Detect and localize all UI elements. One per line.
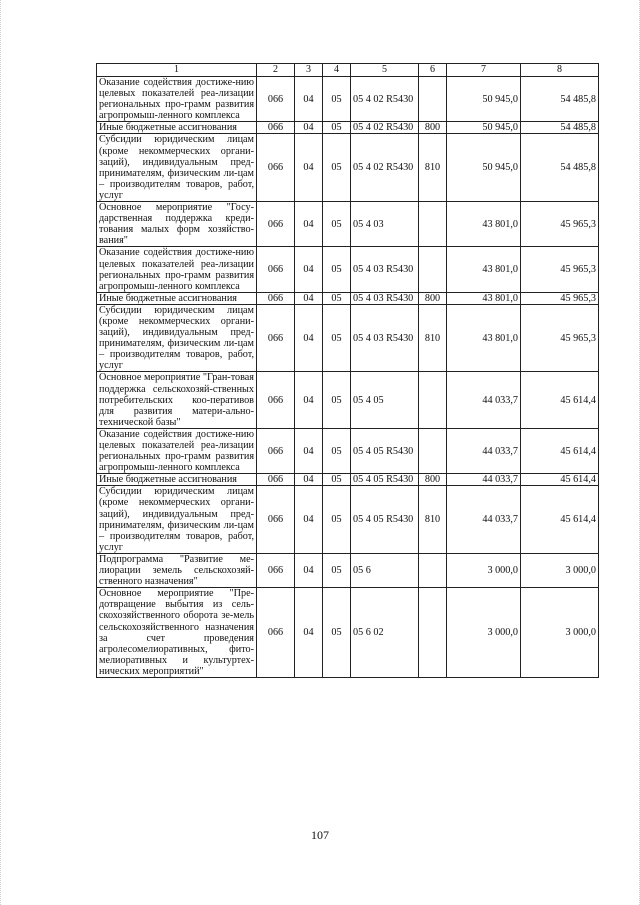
section-code-cell: 04: [295, 247, 323, 292]
ministry-code-cell: 066: [257, 292, 295, 304]
column-header-5: 5: [351, 64, 419, 77]
ministry-code-cell: 066: [257, 486, 295, 554]
amount-year2-cell: 54 485,8: [521, 77, 599, 122]
row-name-cell: Подпрограмма "Развитие ме-лиорации земель сельскохозяй-ственного назначения": [97, 553, 257, 587]
subsection-code-cell: 05: [323, 77, 351, 122]
table-row: [97, 122, 599, 134]
amount-year2-cell: 45 614,4: [521, 474, 599, 486]
amount-year2-cell: 3 000,0: [521, 588, 599, 678]
column-header-8: 8: [521, 64, 599, 77]
section-code-cell: 04: [295, 202, 323, 247]
ministry-code-cell: 066: [257, 122, 295, 134]
expense-type-cell: [419, 77, 447, 122]
ministry-code-cell: 066: [257, 134, 295, 202]
table-row: [97, 77, 599, 122]
row-name-cell: Иные бюджетные ассигнования: [97, 474, 257, 486]
section-code-cell: 04: [295, 77, 323, 122]
page-number: 107: [311, 828, 329, 842]
amount-year1-cell: 50 945,0: [447, 77, 521, 122]
amount-year1-cell: 43 801,0: [447, 292, 521, 304]
column-header-2: 2: [257, 64, 295, 77]
amount-year1-cell: 43 801,0: [447, 247, 521, 292]
expense-type-cell: 810: [419, 304, 447, 372]
section-code-cell: 04: [295, 134, 323, 202]
subsection-code-cell: 05: [323, 122, 351, 134]
row-name-cell: Основное мероприятие "Пре-дотвращение выбытия из сель-скохозяйственного оборота зе-мель сельскохозяйственного назначения за счет проведения агролесомелиоративных, фито-мелиоративных и культуртех-нических мероприятий": [97, 588, 257, 678]
amount-year2-cell: 3 000,0: [521, 553, 599, 587]
expense-type-cell: 810: [419, 486, 447, 554]
expense-type-cell: [419, 372, 447, 428]
expense-type-cell: [419, 247, 447, 292]
amount-year2-cell: 54 485,8: [521, 134, 599, 202]
target-article-cell: 05 4 05 R5430: [351, 486, 419, 554]
section-code-cell: 04: [295, 292, 323, 304]
target-article-cell: 05 4 03 R5430: [351, 292, 419, 304]
ministry-code-cell: 066: [257, 304, 295, 372]
column-header-3: 3: [295, 64, 323, 77]
table-row: [97, 428, 599, 473]
section-code-cell: 04: [295, 372, 323, 428]
amount-year2-cell: 45 614,4: [521, 486, 599, 554]
row-name-cell: Субсидии юридическим лицам (кроме некоммерческих органи-заций), индивидуальным пред-принимателям, физическим ли-цам – производителям товаров, работ, услуг: [97, 134, 257, 202]
row-name-cell: Оказание содействия достиже-нию целевых показателей реа-лизации региональных про-грамм развития агропромыш-ленного комплекса: [97, 428, 257, 473]
section-code-cell: 04: [295, 486, 323, 554]
budget-table: [96, 63, 599, 678]
subsection-code-cell: 05: [323, 486, 351, 554]
target-article-cell: 05 4 03: [351, 202, 419, 247]
expense-type-cell: [419, 553, 447, 587]
subsection-code-cell: 05: [323, 202, 351, 247]
target-article-cell: 05 4 05 R5430: [351, 474, 419, 486]
amount-year1-cell: 3 000,0: [447, 588, 521, 678]
amount-year1-cell: 44 033,7: [447, 372, 521, 428]
expense-type-cell: [419, 588, 447, 678]
table-row: [97, 292, 599, 304]
amount-year1-cell: 44 033,7: [447, 474, 521, 486]
table-header-row: [97, 64, 599, 77]
row-name-cell: Субсидии юридическим лицам (кроме некоммерческих органи-заций), индивидуальным пред-принимателям, физическим ли-цам – производителям товаров, работ, услуг: [97, 304, 257, 372]
subsection-code-cell: 05: [323, 428, 351, 473]
target-article-cell: 05 4 05 R5430: [351, 428, 419, 473]
expense-type-cell: [419, 428, 447, 473]
table-row: [97, 588, 599, 678]
expense-type-cell: 810: [419, 134, 447, 202]
column-header-1: 1: [97, 64, 257, 77]
subsection-code-cell: 05: [323, 247, 351, 292]
table-row: [97, 486, 599, 554]
amount-year1-cell: 44 033,7: [447, 486, 521, 554]
table-row: [97, 134, 599, 202]
amount-year2-cell: 45 614,4: [521, 372, 599, 428]
section-code-cell: 04: [295, 474, 323, 486]
target-article-cell: 05 6: [351, 553, 419, 587]
section-code-cell: 04: [295, 122, 323, 134]
ministry-code-cell: 066: [257, 428, 295, 473]
column-header-6: 6: [419, 64, 447, 77]
amount-year1-cell: 50 945,0: [447, 134, 521, 202]
table-row: [97, 304, 599, 372]
target-article-cell: 05 4 03 R5430: [351, 247, 419, 292]
subsection-code-cell: 05: [323, 553, 351, 587]
table-row: [97, 247, 599, 292]
amount-year2-cell: 45 965,3: [521, 247, 599, 292]
section-code-cell: 04: [295, 304, 323, 372]
target-article-cell: 05 6 02: [351, 588, 419, 678]
column-header-4: 4: [323, 64, 351, 77]
amount-year1-cell: 50 945,0: [447, 122, 521, 134]
target-article-cell: 05 4 02 R5430: [351, 134, 419, 202]
amount-year2-cell: 45 965,3: [521, 292, 599, 304]
table-row: [97, 372, 599, 428]
ministry-code-cell: 066: [257, 588, 295, 678]
amount-year1-cell: 43 801,0: [447, 304, 521, 372]
ministry-code-cell: 066: [257, 474, 295, 486]
expense-type-cell: 800: [419, 474, 447, 486]
expense-type-cell: [419, 202, 447, 247]
subsection-code-cell: 05: [323, 304, 351, 372]
subsection-code-cell: 05: [323, 372, 351, 428]
subsection-code-cell: 05: [323, 474, 351, 486]
row-name-cell: Основное мероприятие "Гран-товая поддержка сельскохозяй-ственных потребительских коо-перативов для развития матери-ально-технической базы": [97, 372, 257, 428]
row-name-cell: Оказание содействия достиже-нию целевых показателей реа-лизации региональных про-грамм развития агропромыш-ленного комплекса: [97, 77, 257, 122]
subsection-code-cell: 05: [323, 292, 351, 304]
section-code-cell: 04: [295, 553, 323, 587]
amount-year2-cell: 54 485,8: [521, 122, 599, 134]
row-name-cell: Основное мероприятие "Госу-дарственная поддержка креди-тования малых форм хозяйство-вания": [97, 202, 257, 247]
amount-year1-cell: 44 033,7: [447, 428, 521, 473]
column-header-7: 7: [447, 64, 521, 77]
target-article-cell: 05 4 03 R5430: [351, 304, 419, 372]
ministry-code-cell: 066: [257, 553, 295, 587]
subsection-code-cell: 05: [323, 134, 351, 202]
subsection-code-cell: 05: [323, 588, 351, 678]
row-name-cell: Иные бюджетные ассигнования: [97, 292, 257, 304]
amount-year1-cell: 3 000,0: [447, 553, 521, 587]
ministry-code-cell: 066: [257, 372, 295, 428]
amount-year2-cell: 45 965,3: [521, 202, 599, 247]
target-article-cell: 05 4 05: [351, 372, 419, 428]
target-article-cell: 05 4 02 R5430: [351, 77, 419, 122]
row-name-cell: Оказание содействия достиже-нию целевых показателей реа-лизации региональных про-грамм развития агропромыш-ленного комплекса: [97, 247, 257, 292]
table-row: [97, 202, 599, 247]
amount-year2-cell: 45 614,4: [521, 428, 599, 473]
expense-type-cell: 800: [419, 122, 447, 134]
table-body: [97, 77, 599, 678]
section-code-cell: 04: [295, 588, 323, 678]
expense-type-cell: 800: [419, 292, 447, 304]
ministry-code-cell: 066: [257, 202, 295, 247]
table-row: [97, 553, 599, 587]
amount-year2-cell: 45 965,3: [521, 304, 599, 372]
table-row: [97, 474, 599, 486]
ministry-code-cell: 066: [257, 77, 295, 122]
amount-year1-cell: 43 801,0: [447, 202, 521, 247]
row-name-cell: Субсидии юридическим лицам (кроме некоммерческих органи-заций), индивидуальным пред-принимателям, физическим ли-цам – производителям товаров, работ, услуг: [97, 486, 257, 554]
row-name-cell: Иные бюджетные ассигнования: [97, 122, 257, 134]
ministry-code-cell: 066: [257, 247, 295, 292]
section-code-cell: 04: [295, 428, 323, 473]
target-article-cell: 05 4 02 R5430: [351, 122, 419, 134]
